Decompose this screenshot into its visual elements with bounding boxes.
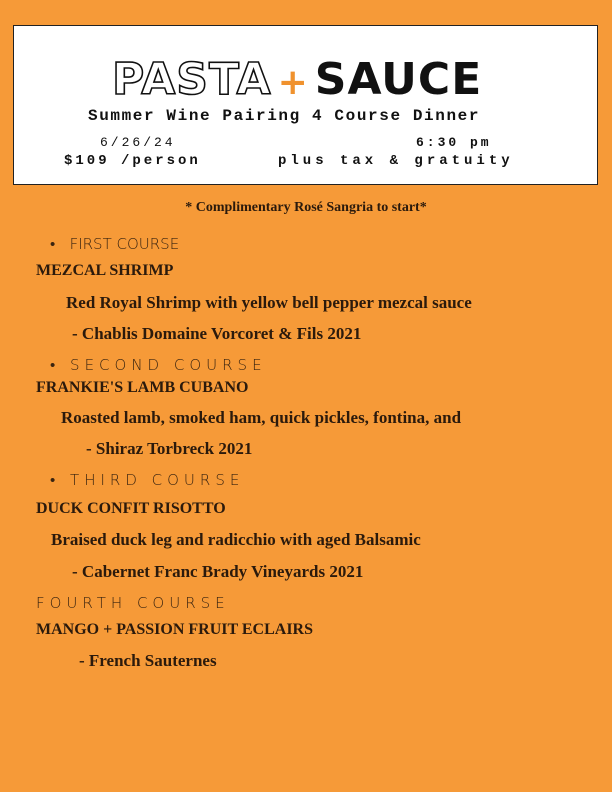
wine-pairing: - Shiraz Torbreck 2021 (86, 439, 253, 458)
event-time: 6:30 pm (416, 135, 492, 150)
course-heading-third (50, 471, 244, 489)
dish-description: Red Royal Shrimp with yellow bell pepper mezcal sauce (66, 293, 472, 312)
wine-pairing: - Cabernet Franc Brady Vineyards 2021 (72, 562, 364, 581)
course-heading-second (50, 356, 267, 374)
logo-pasta: PASTA (112, 54, 272, 105)
dish-name: DUCK CONFIT RISOTTO (36, 500, 226, 517)
course-label: FIRST COURSE (69, 235, 180, 253)
dish-name: MANGO + PASSION FRUIT ECLAIRS (36, 621, 314, 638)
course-label: THIRD COURSE (70, 471, 245, 489)
logo-plus: + (277, 62, 309, 103)
dish-description: Roasted lamb, smoked ham, quick pickles, fontina, and (61, 408, 462, 427)
header-card (13, 25, 598, 185)
bullet: • (50, 356, 61, 374)
event-subtitle: Summer Wine Pairing 4 Course Dinner (88, 107, 481, 125)
dish-name: MEZCAL SHRIMP (36, 262, 174, 279)
event-date: 6/26/24 (100, 135, 176, 150)
bullet: • (50, 235, 56, 253)
course-label: SECOND COURSE (70, 356, 267, 374)
tax-note: plus tax & gratuity (278, 153, 514, 169)
event-price: $109 /person (64, 153, 201, 169)
wine-pairing: - French Sauternes (79, 651, 217, 670)
bullet: • (50, 471, 61, 489)
logo-sauce: SAUCE (314, 54, 483, 105)
complimentary-note: * Complimentary Rosé Sangria to start* (185, 200, 427, 215)
dish-description: Braised duck leg and radicchio with aged Balsamic (51, 530, 421, 549)
wine-pairing: - Chablis Domaine Vorcoret & Fils 2021 (72, 324, 362, 343)
course-heading-fourth: FOURTH COURSE (36, 594, 230, 612)
dish-name: FRANKIE'S LAMB CUBANO (36, 379, 249, 396)
logo (112, 54, 482, 105)
course-heading-first (50, 235, 179, 253)
